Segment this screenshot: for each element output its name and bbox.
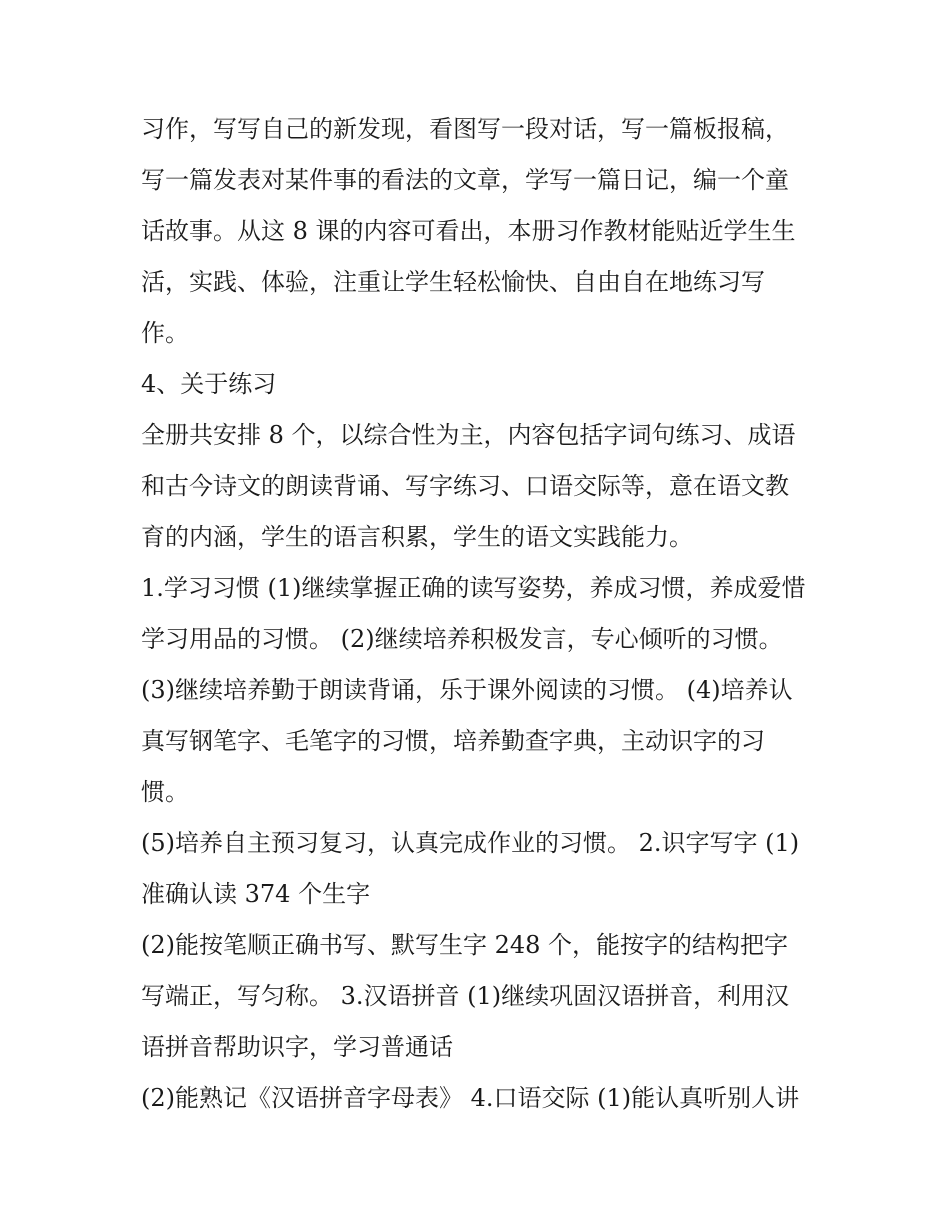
- text-line: 习作，写写自己的新发现，看图写一段对话，写一篇板报稿，: [141, 115, 789, 143]
- text-line: (5)培养自主预习复习，认真完成作业的习惯。 2.识字写字 (1): [141, 829, 800, 857]
- text-line: 育的内涵，学生的语言积累，学生的语文实践能力。: [141, 523, 693, 551]
- section-heading: 4、关于练习: [141, 370, 277, 398]
- text-line: 准确认读 374 个生字: [141, 880, 371, 908]
- text-line: 作。: [141, 319, 189, 347]
- text-line: 和古今诗文的朗读背诵、写字练习、口语交际等，意在语文教: [141, 472, 789, 500]
- text-line: 真写钢笔字、毛笔字的习惯，培养勤查字典，主动识字的习: [141, 727, 765, 755]
- text-line: 写一篇发表对某件事的看法的文章，学写一篇日记，编一个童: [141, 166, 789, 194]
- text-line: 话故事。从这 8 课的内容可看出，本册习作教材能贴近学生生: [141, 217, 796, 245]
- text-line: 语拼音帮助识字，学习普通话: [141, 1033, 453, 1061]
- text-line: (3)继续培养勤于朗读背诵，乐于课外阅读的习惯。 (4)培养认: [141, 676, 793, 704]
- text-line: (2)能熟记《汉语拼音字母表》 4.口语交际 (1)能认真听别人讲: [141, 1084, 800, 1112]
- text-line: (2)能按笔顺正确书写、默写生字 248 个，能按字的结构把字: [141, 931, 789, 959]
- body-text: [141, 104, 831, 1124]
- text-line: 1.学习习惯 (1)继续掌握正确的读写姿势，养成习惯，养成爱惜: [141, 574, 806, 602]
- text-line: 学习用品的习惯。 (2)继续培养积极发言，专心倾听的习惯。: [141, 625, 783, 653]
- text-line: 写端正，写匀称。 3.汉语拼音 (1)继续巩固汉语拼音，利用汉: [141, 982, 790, 1010]
- text-line: 惯。: [141, 778, 189, 806]
- text-line: 活，实践、体验，注重让学生轻松愉快、自由自在地练习写: [141, 268, 765, 296]
- text-line: 全册共安排 8 个，以综合性为主，内容包括字词句练习、成语: [141, 421, 796, 449]
